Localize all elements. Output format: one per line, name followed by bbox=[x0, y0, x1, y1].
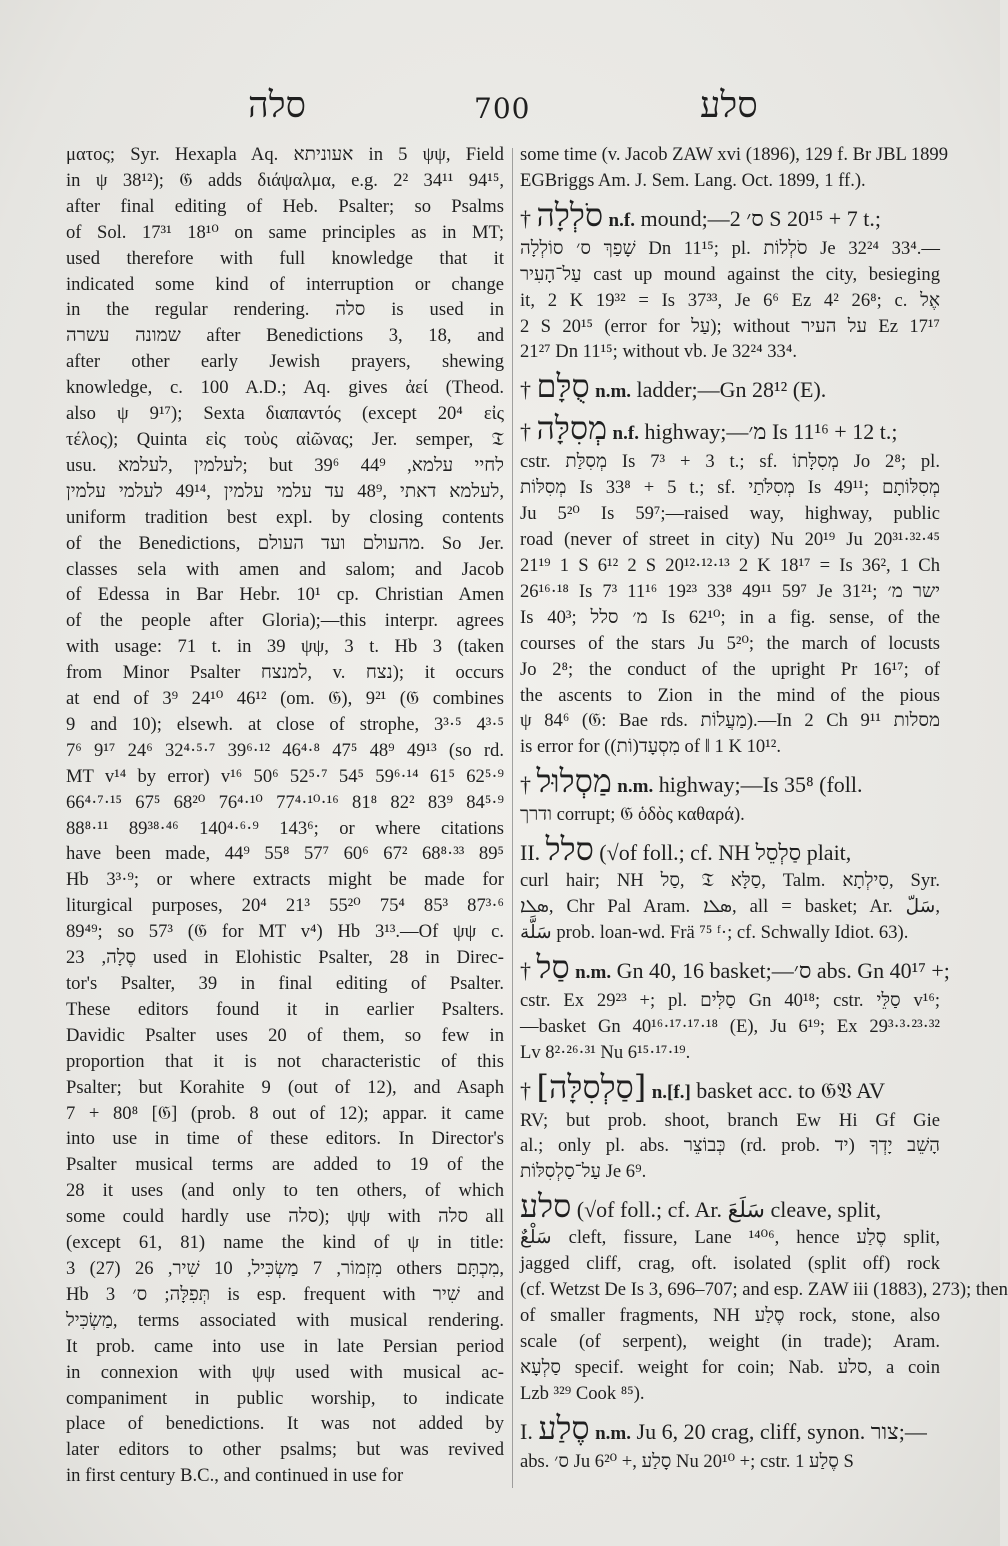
dagger-mark: † bbox=[520, 772, 531, 798]
text-line: at end of 3⁹ 24¹⁰ 46¹² (om. 𝔊), 9²¹ (𝔊 combines bbox=[66, 688, 504, 710]
gloss: (√of foll.; cf. Ar. سَلَعَ cleave, split, bbox=[576, 1197, 882, 1223]
text-line: ψ 84⁶ (𝔊: Bae rds. מַעֲלוֹת).—In 2 Ch 9¹¹ מסלות bbox=[520, 710, 940, 732]
column-divider bbox=[512, 148, 513, 1488]
headword: סֻלָּם bbox=[536, 367, 590, 406]
text-line: some could hardly use סלה); ψψ with סלה all bbox=[66, 1206, 504, 1228]
entry-heading bbox=[520, 1187, 940, 1226]
gloss: (√of foll.; cf. NH סַלְסֵל plait, bbox=[599, 840, 852, 866]
text-line: in connexion with ψψ used with musical ac- bbox=[66, 1361, 504, 1383]
text-line: knowledge, c. 100 A.D.; Aq. gives ἀεί (Theod. bbox=[66, 377, 504, 399]
text-line: (cf. Wetzst De Is 3, 696–707; and esp. ZAW iii (1883), 273); then bbox=[520, 1279, 1008, 1301]
headword: [סַלְסִלָּה] bbox=[536, 1067, 647, 1106]
entry-body bbox=[520, 449, 940, 760]
text-line: עַל־הָעִיר cast up mound against the city, besieging bbox=[520, 263, 940, 285]
text-line: 66⁴·⁷·¹⁵ 67⁵ 68²⁰ 76⁴·¹⁰ 77⁴·¹⁰·¹⁶ 81⁸ 82² 83⁹ 84⁵·⁹ bbox=[66, 791, 504, 813]
part-of-speech: n.m. bbox=[595, 1422, 632, 1444]
text-line: the ascents to Zion in the mind of the pious bbox=[520, 684, 940, 706]
text-line: 3 מִזְמוֹר, 7 מַשְׂכִּיל, 10 שִׁיר, 26 (27) others מִכְתָּם, bbox=[66, 1257, 505, 1279]
text-line: עַל־סַלְסִלּוֹת Je 6⁹. bbox=[520, 1161, 647, 1183]
text-line: Lv 8²·²⁶·³¹ Nu 6¹⁵·¹⁷·¹⁹. bbox=[520, 1041, 691, 1063]
text-line: in ψ 38¹²); 𝔊 adds διάψαλμα, e.g. 2² 34¹¹ 94¹⁵, bbox=[66, 169, 504, 191]
text-line: scale (of serpent), weight (in trade); Aram. bbox=[520, 1330, 940, 1352]
text-line: سَلْعٌ cleft, fissure, Lane ¹⁴⁰⁶, hence סֶלַע split, bbox=[520, 1227, 940, 1249]
text-line: usu. לעלמין ,לעלמא; but 39⁶ לחיי עלמא, 44⁹ bbox=[66, 454, 504, 476]
left-column bbox=[66, 142, 504, 1489]
gloss: mound;—ס׳ 2 S 20¹⁵ + 7 t.; bbox=[640, 205, 881, 231]
entry-heading bbox=[520, 947, 950, 988]
part-of-speech: n.m. bbox=[595, 381, 632, 403]
text-line: ודרך corrupt; 𝔊 ὁδὸς καθαρά). bbox=[520, 804, 745, 826]
entry-body bbox=[520, 1108, 940, 1186]
text-line: with usage: 71 t. in 39 ψψ, 3 t. Hb 3 (taken bbox=[66, 636, 504, 658]
right-column bbox=[520, 142, 1008, 1475]
text-line: jagged cliff, crag, oft. isolated (split off) rock bbox=[520, 1253, 940, 1275]
text-line: after final editing of Heb. Psalter; so Psalms bbox=[66, 195, 504, 217]
part-of-speech: n.f. bbox=[608, 209, 635, 231]
running-head-right: סלע bbox=[700, 85, 758, 126]
gloss: Ju 6, 20 crag, cliff, synon. צור;— bbox=[636, 1418, 927, 1444]
dagger-mark: † bbox=[520, 205, 531, 231]
text-line: al.; only pl. abs. כְּבוֹצֵר (rd. prob. יד) הָשֵׁב יָדְךָ bbox=[520, 1135, 941, 1157]
text-line: into use in time of these editors. In Director's bbox=[66, 1128, 504, 1150]
text-line: place of benedictions. It was not added by bbox=[66, 1413, 504, 1435]
text-line: ματος; Syr. Hexapla Aq. אעוניתא in 5 ψψ, Field bbox=[66, 144, 504, 165]
text-line: indicated some kind of interruption or change bbox=[66, 273, 504, 295]
text-line: סֶלָה, 23 used in Elohistic Psalter, 28 in Direc- bbox=[66, 947, 504, 969]
intro-line: EGBriggs Am. J. Sem. Lang. Oct. 1899, 1 ff.). bbox=[520, 169, 866, 191]
headword: סלל bbox=[545, 830, 594, 869]
text-line: These editors found it in earlier Psalters. bbox=[66, 998, 504, 1020]
headword: סֹלְלָה bbox=[536, 195, 604, 234]
text-line: MT v¹⁴ by error) v¹⁶ 50⁶ 52⁵·⁷ 54⁵ 59⁶·¹⁴ 61⁵ 62⁵·⁹ bbox=[66, 765, 504, 787]
headword: מַסְלוּל bbox=[536, 762, 612, 801]
text-line: abs. ס׳ Ju 6²⁰ +, סָלַע Nu 20¹⁰ +; cstr. סֶלַע 1 S bbox=[520, 1450, 854, 1472]
text-line: later editors to other psalms; but was revived bbox=[66, 1439, 504, 1461]
entry-heading bbox=[520, 195, 940, 236]
text-line: classes sela with amen and salom; and Jacob bbox=[66, 558, 504, 580]
text-line: RV; but prob. shoot, branch Ew Hi Gf Gie bbox=[520, 1109, 940, 1131]
entry-body bbox=[520, 236, 940, 366]
text-line: Jo 2⁸; the conduct of the upright Pr 16¹⁷; of bbox=[520, 658, 940, 680]
text-line: liturgical purposes, 20⁴ 21³ 55²⁰ 75⁴ 85³ 87³·⁶ bbox=[66, 895, 504, 917]
text-line: שָׁפַךְ ס׳ סוֹלְלָה Dn 11¹⁵; pl. סֹלְלוֹת Je 32²⁴ 33⁴.— bbox=[520, 237, 940, 259]
text-line: τέλος); Quinta εἰς τοὺς αἰῶνας; Jer. semper, 𝔗 bbox=[66, 428, 504, 450]
text-line: proportion that it is not characteristic of this bbox=[66, 1050, 504, 1072]
text-line: —basket Gn 40¹⁶·¹⁷·¹⁷·¹⁸ (E), Ju 6¹⁹; Ex 29³·³·²³·³² bbox=[520, 1015, 940, 1037]
entry-body bbox=[520, 1225, 1008, 1406]
text-line: سَلَّة prob. loan-wd. Frä ⁷⁵ ᶠ·; cf. Schwally Idiot. 63). bbox=[520, 921, 909, 943]
headword: סַל bbox=[536, 947, 570, 986]
entry-body bbox=[520, 988, 940, 1066]
gloss: Gn 40, 16 basket;—ס׳ abs. Gn 40¹⁷ +; bbox=[616, 957, 950, 983]
text-line: ܣܠܐ, Chr Pal Aram. ܣܠܐ, all = basket; Ar. سَلّ, bbox=[520, 896, 940, 918]
text-line: 7⁶ 9¹⁷ 24⁶ 32⁴·⁵·⁷ 39⁶·¹² 46⁴·⁸ 47⁵ 48⁹ 49¹³ (so rd. bbox=[66, 739, 504, 761]
dagger-mark: † bbox=[520, 1077, 531, 1103]
text-line: Ju 5²⁰ Is 59⁷;—raised way, highway, public bbox=[520, 503, 940, 525]
text-line: Davidic Psalter uses 20 of them, so few in bbox=[66, 1024, 504, 1046]
entry-body bbox=[520, 1449, 940, 1475]
text-line: of the people after Gloria);—this interpr. agrees bbox=[66, 610, 504, 632]
entry-body bbox=[520, 868, 940, 946]
entry-heading bbox=[520, 409, 940, 449]
text-line: 88⁸·¹¹ 89³⁸·⁴⁶ 140⁴·⁶·⁹ 143⁶; or where citations bbox=[66, 817, 504, 839]
text-line: Is 40³; מ׳ סלל Is 62¹⁰; in a fig. sense, of the bbox=[520, 606, 941, 628]
entry-heading bbox=[520, 1067, 940, 1108]
text-line: מַשְׂכִּיל, terms associated with musical rendering. bbox=[66, 1309, 504, 1331]
text-line: Hb 3 תְּפִלָּה; ס׳ is esp. frequent with שִׁיר and bbox=[66, 1283, 504, 1305]
text-line: Hb 3³·⁹; or where extracts might be made for bbox=[66, 869, 504, 891]
headword: מְסִלָּה bbox=[536, 409, 608, 448]
running-head-left: סלה bbox=[248, 85, 307, 126]
part-of-speech: n.[f.] bbox=[651, 1081, 691, 1103]
text-line: 2 S 20¹⁵ (error for עַל); without על העיר Ez 17¹⁷ bbox=[520, 315, 940, 337]
text-line: It prob. came into use in late Persian period bbox=[66, 1335, 504, 1357]
entry-heading bbox=[520, 1408, 940, 1449]
text-line: curl hair; NH סַל, 𝔗 סַלָּא, Talm. סִילְתָא, Syr. bbox=[520, 870, 940, 892]
text-line: 26¹⁶·¹⁸ Is 7³ 11¹⁶ 19²³ 33⁸ 49¹¹ 59⁷ Je 31²¹; ישר מ׳ bbox=[520, 580, 941, 602]
text-line: Lzb ³²⁹ Cook ⁸⁵). bbox=[520, 1382, 645, 1404]
page-header bbox=[0, 84, 1000, 144]
text-line: of smaller fragments, NH סֶלַע rock, stone, also bbox=[520, 1305, 940, 1326]
text-line: 7 + 80⁸ [𝔊] (prob. 8 out of 12); appar. it came bbox=[66, 1102, 504, 1124]
text-line: מְסִלּוֹת Is 33⁸ + 5 t.; sf. מְסִלֹּתַי Is 49¹¹; מְסִלּוֹתָם bbox=[520, 477, 940, 499]
dagger-mark: † bbox=[520, 957, 531, 983]
text-line: of Sol. 17³¹ 18¹⁰ on same principles as in MT; bbox=[66, 221, 504, 243]
gloss: highway;—מ׳ Is 11¹⁶ + 12 t.; bbox=[644, 419, 898, 445]
text-line: cstr. מְסִלַּת Is 7³ + 3 t.; sf. מְסִלָּתוֹ Jo 2⁸; pl. bbox=[520, 451, 940, 473]
entry-heading bbox=[520, 762, 940, 802]
text-line: שמונה עשרה after Benedictions 3, 18, and bbox=[66, 325, 504, 347]
text-line: 28 it uses (and only to ten others, of which bbox=[66, 1180, 504, 1202]
intro-line: some time (v. Jacob ZAW xvi (1896), 129 f. Br JBL 1899 bbox=[520, 144, 948, 165]
text-line: also ψ 9¹⁷); Sexta διαπαντός (except 20⁴ εἰς bbox=[66, 403, 504, 425]
entry-body bbox=[520, 802, 940, 828]
text-line: it, 2 K 19³² = Is 37³³, Je 6⁶ Ez 4² 26⁸; c. אֶל bbox=[520, 289, 940, 311]
text-line: of the Benedictions, מהעולם ועד העולם. So Jer. bbox=[66, 532, 505, 554]
text-line: road (never of street in city) Nu 20¹⁹ Ju 20³¹·³²·⁴⁵ bbox=[520, 529, 940, 551]
gloss: ladder;—Gn 28¹² (E). bbox=[636, 377, 827, 403]
part-of-speech: n.m. bbox=[617, 776, 654, 798]
text-line: used therefore with full knowledge that it bbox=[66, 247, 504, 269]
text-line: Psalter musical terms are added to 19 of the bbox=[66, 1154, 504, 1176]
text-line: in the regular rendering. סלה is used in bbox=[66, 299, 504, 321]
text-line: 9 and 10); elsewh. at close of strophe, 3³·⁵ 4³·⁵ bbox=[66, 713, 504, 735]
text-line: סַלְעָא specif. weight for coin; Nab. סלע, a coin bbox=[520, 1356, 940, 1378]
text-line: have been made, 44⁹ 55⁸ 57⁷ 60⁶ 67² 68⁸·³³ 89⁵ bbox=[66, 843, 504, 865]
text-line: לעלמא דאתי ,48⁹ עד עלמי עלמין ,49¹⁴ לעלמי עלמין, bbox=[66, 480, 505, 502]
section-number: I. bbox=[520, 1418, 533, 1444]
section-number: II. bbox=[520, 840, 541, 866]
text-line: 21¹⁹ 1 S 6¹² 2 S 20¹²·¹²·¹³ 2 K 18¹⁷ = Is 36², 1 Ch bbox=[520, 554, 940, 576]
gloss: highway;—Is 35⁸ (foll. bbox=[658, 772, 863, 798]
text-line: is error for (מִסְעָד(וֹת) of ‖ 1 K 10¹². bbox=[520, 736, 781, 758]
entry-heading bbox=[520, 830, 940, 869]
text-line: from Minor Psalter למנצח, v. נצח); it occurs bbox=[66, 662, 505, 684]
entry-heading bbox=[520, 367, 940, 407]
text-line: of Edessa in Bar Hebr. 10¹ cp. Christian Amen bbox=[66, 584, 504, 606]
text-line: Psalter; but Korahite 9 (out of 12), and Asaph bbox=[66, 1076, 504, 1098]
part-of-speech: n.f. bbox=[612, 423, 639, 445]
text-line: tor's Psalter, 39 in final editing of Psalter. bbox=[66, 973, 504, 994]
dagger-mark: † bbox=[520, 377, 531, 403]
text-line: uniform tradition best expl. by closing contents bbox=[66, 506, 504, 528]
text-line: courses of the stars Ju 5²⁰; the march of locusts bbox=[520, 632, 940, 654]
text-line: (except 61, 81) name the kind of ψ in title: bbox=[66, 1232, 504, 1254]
text-line: 21²⁷ Dn 11¹⁵; without vb. Je 32²⁴ 33⁴. bbox=[520, 341, 797, 363]
gloss: basket acc. to 𝔊𝔙 AV bbox=[696, 1077, 886, 1103]
text-line: 89⁴⁹; so 57³ (𝔊 for MT v⁴) Hb 3¹³.—Of ψψ c. bbox=[66, 921, 504, 943]
text-line: after other early Jewish prayers, shewing bbox=[66, 351, 504, 373]
text-line: companiment in public worship, to indicate bbox=[66, 1387, 504, 1409]
part-of-speech: n.m. bbox=[575, 961, 612, 983]
headword: סֶלַע bbox=[538, 1408, 590, 1447]
dagger-mark: † bbox=[520, 419, 531, 445]
text-line: in first century B.C., and continued in use for bbox=[66, 1465, 404, 1487]
page-number: 700 bbox=[474, 92, 531, 125]
headword: סלע bbox=[520, 1187, 572, 1226]
text-line: cstr. Ex 29²³ +; pl. סַלִּים Gn 40¹⁸; cstr. סַלֵּי v¹⁶; bbox=[520, 989, 941, 1011]
